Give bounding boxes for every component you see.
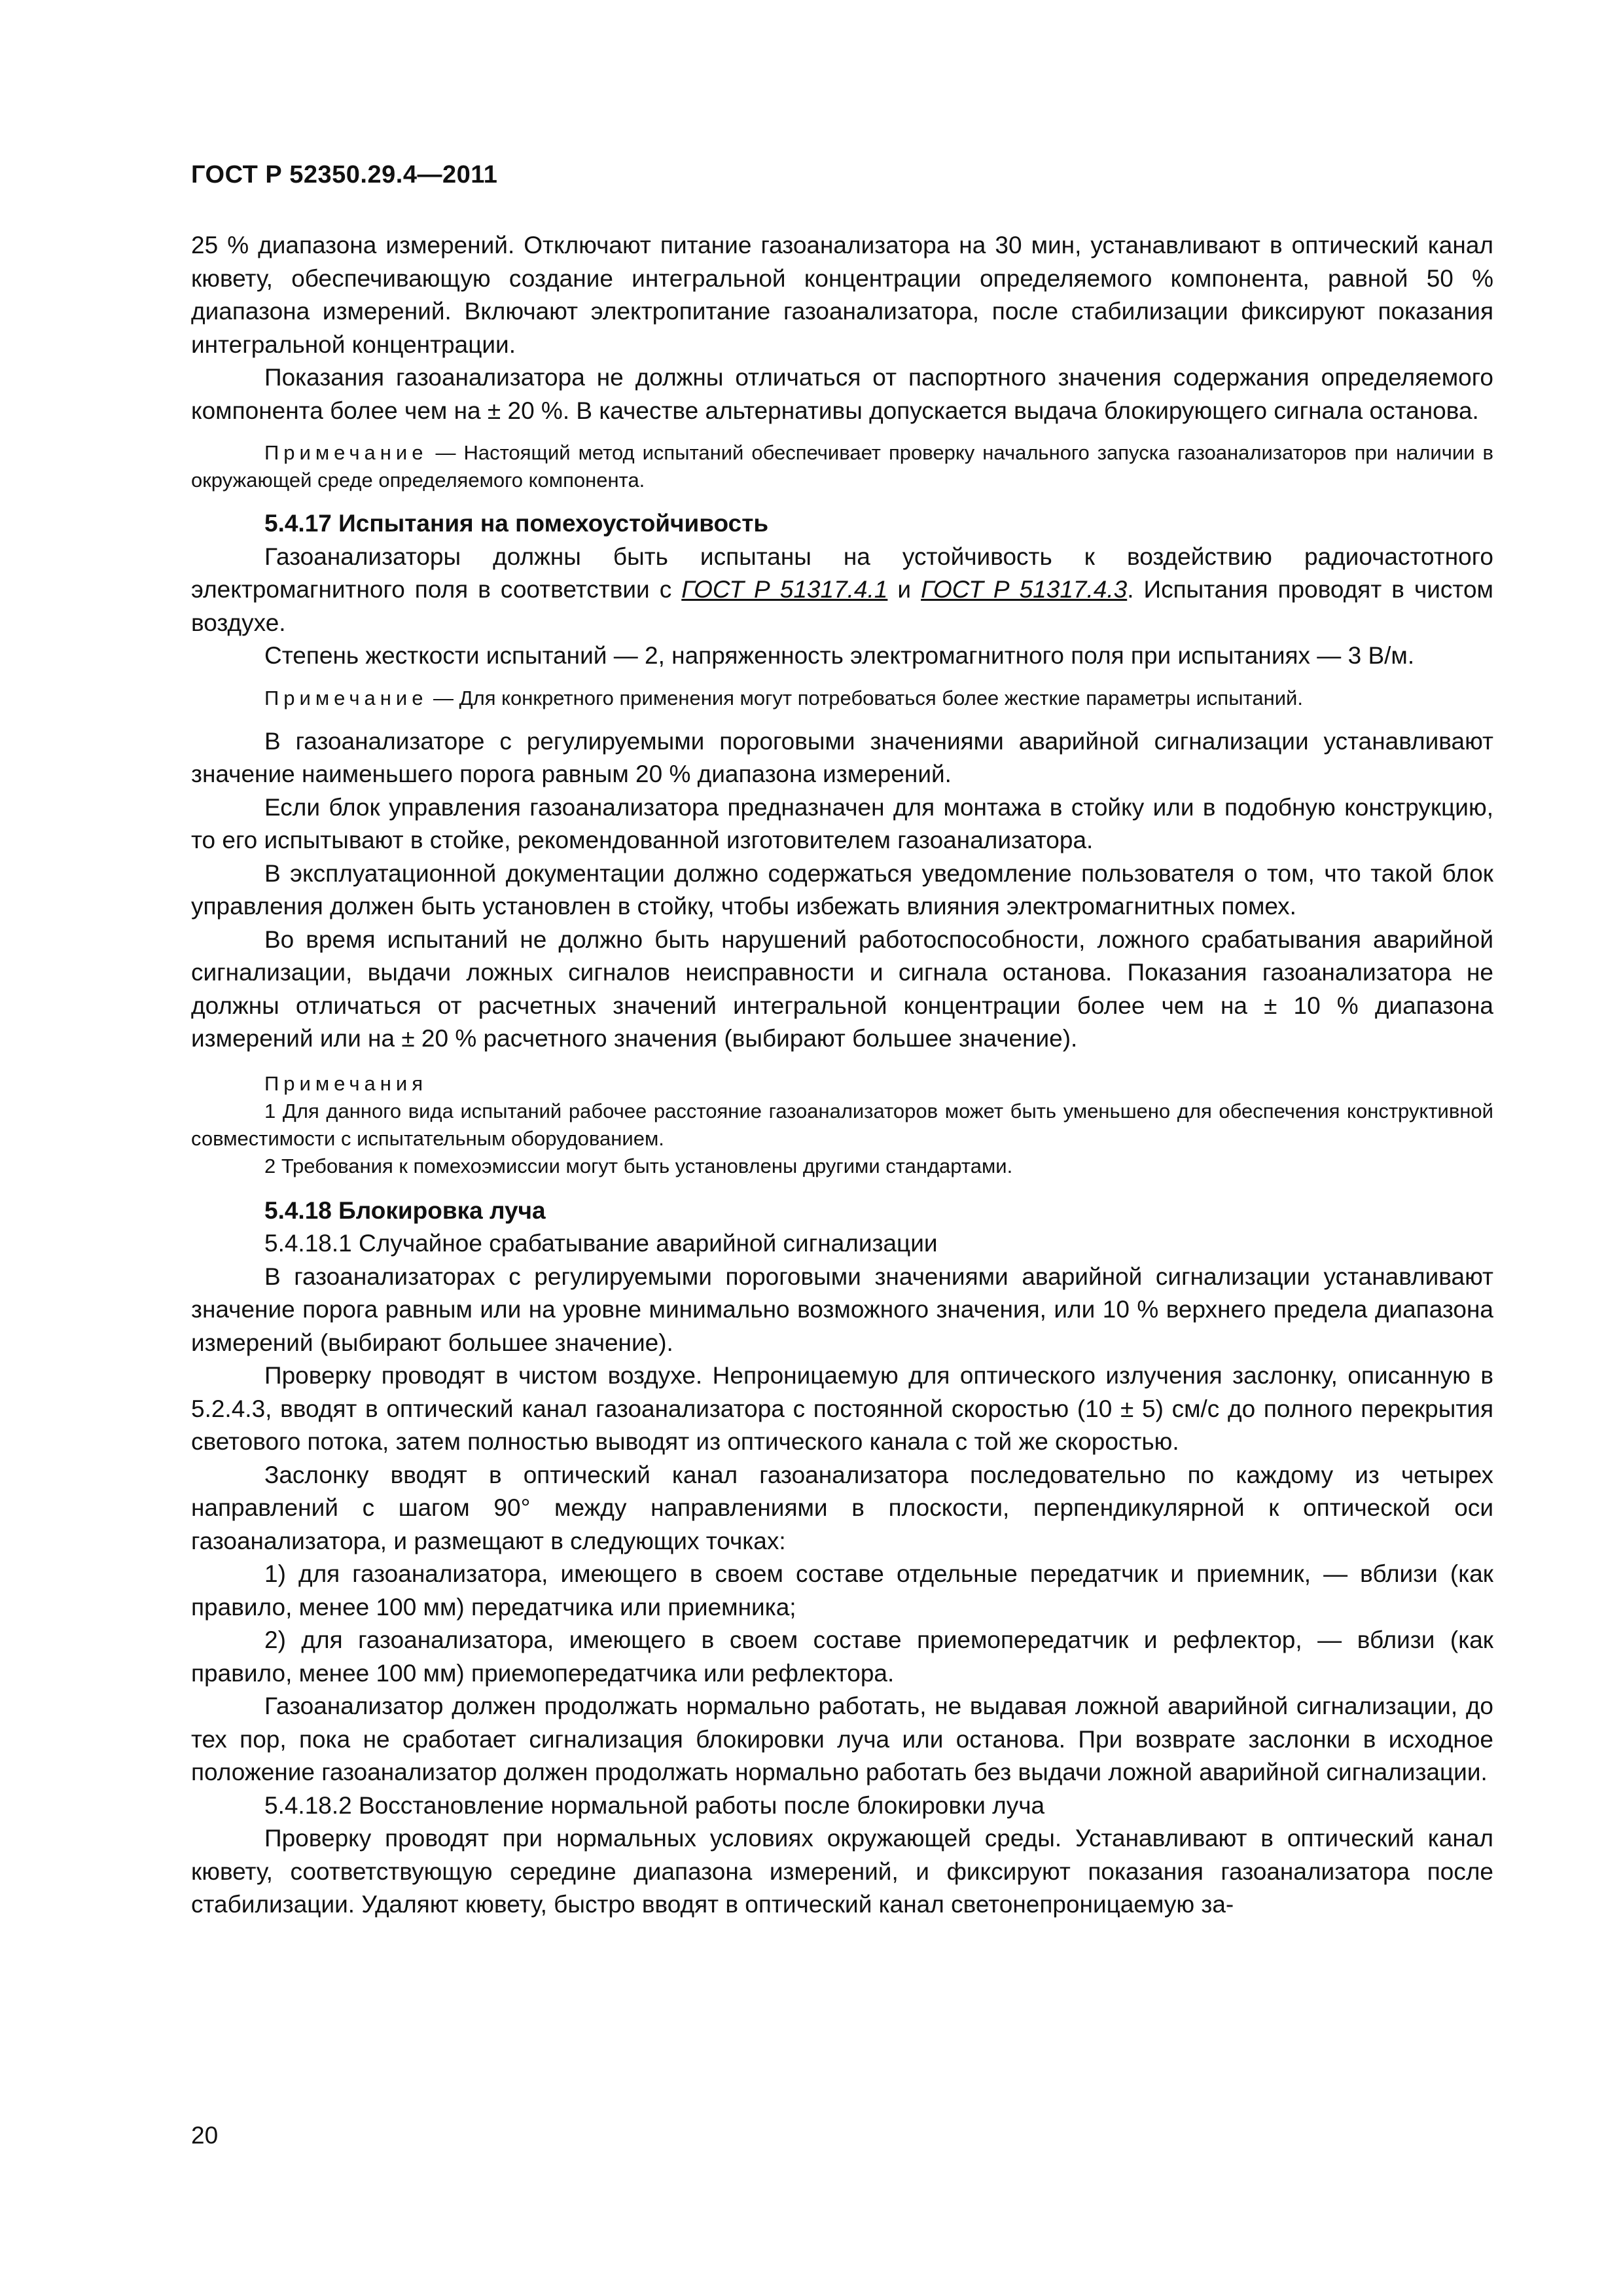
note <box>191 685 1493 712</box>
subsection-heading: 5.4.18.2 Восстановление нормальной работы после блокировки луча <box>264 1791 1045 1819</box>
page-number: 20 <box>191 2122 219 2149</box>
paragraph: Во время испытаний не должно быть нарушений работоспособности, ложного срабатывания аварийной сигнализации, выдачи ложных сигналов неисправности и сигнала останова. Показания газоанализатора не должны отличаться от расчетных значений интегральной концентрации более чем на ± 10 % диапазона измерений или на ± 20 % расчетного значения (выбирают большее значение). <box>191 925 1493 1052</box>
list-item: 1) для газоанализатора, имеющего в своем составе отдельные передатчик и приемник, — вблизи (как правило, менее 100 мм) передатчика или приемника; <box>191 1560 1493 1621</box>
paragraph <box>191 541 1493 640</box>
note-label: Примечание <box>264 686 428 709</box>
note-label: Примечание <box>264 441 428 464</box>
paragraph-text: . Испытания проводят в чистом воздухе. <box>191 576 1493 636</box>
standard-reference-link[interactable]: ГОСТ Р 51317.4.3 <box>921 576 1128 603</box>
document-header: ГОСТ Р 52350.29.4—2011 <box>191 161 498 188</box>
paragraph: Если блок управления газоанализатора предназначен для монтажа в стойку или в подобную конструкцию, то его испытывают в стойке, рекомендованной изготовителем газоанализатора. <box>191 793 1493 853</box>
paragraph: Проверку проводят при нормальных условиях окружающей среды. Устанавливают в оптический канал кювету, соответствующую середине диапазона измерений, и фиксируют показания газоанализатора после стабилизации. Удаляют кювету, быстро вводят в оптический канал светонепроницаемую за- <box>191 1825 1493 1918</box>
section-heading: 5.4.17 Испытания на помехоустойчивость <box>264 510 769 537</box>
section-heading: 5.4.18 Блокировка луча <box>264 1196 546 1224</box>
paragraph-text: Газоанализаторы должны быть испытаны на устойчивость к воздействию радиочастотного электромагнитного поля в соответствии с <box>191 543 1493 603</box>
paragraph: В газоанализаторах с регулируемыми пороговыми значениями аварийной сигнализации устанавливают значение порога равным или на уровне минимально возможного значения, или 10 % верхнего предела диапазона измерений (выбирают большее значение). <box>191 1263 1493 1356</box>
paragraph: Показания газоанализатора не должны отличаться от паспортного значения содержания определяемого компонента более чем на ± 20 %. В качестве альтернативы допускается выдача блокирующего сигнала останова. <box>191 364 1493 424</box>
paragraph: В газоанализаторе с регулируемыми пороговыми значениями аварийной сигнализации устанавливают значение наименьшего порога равным 20 % диапазона измерений. <box>191 727 1493 787</box>
note-item: 2 Требования к помехоэмиссии могут быть установлены другими стандартами. <box>264 1154 1013 1177</box>
paragraph-text: и <box>887 576 921 603</box>
paragraph: Газоанализатор должен продолжать нормально работать, не выдавая ложной аварийной сигнализации, до тех пор, пока не сработает сигнализация блокировки луча или останова. При возврате заслонки в исходное положение газоанализатор должен продолжать нормально работать без выдачи ложной аварийной сигнализации. <box>191 1693 1493 1785</box>
subsection-heading: 5.4.18.1 Случайное срабатывание аварийной сигнализации <box>264 1230 938 1257</box>
notes-label: Примечания <box>264 1071 427 1095</box>
note <box>191 439 1493 494</box>
note-text: — Настоящий метод испытаний обеспечивает проверку начального запуска газоанализаторов при наличии в окружающей среде определяемого компонента. <box>191 441 1493 492</box>
paragraph: Заслонку вводят в оптический канал газоанализатора последовательно по каждому из четырех направлений с шагом 90° между направлениями в плоскости, перпендикулярной к оптической оси газоанализатора, и размещают в следующих точках: <box>191 1461 1493 1554</box>
note-item: 1 Для данного вида испытаний рабочее расстояние газоанализаторов может быть уменьшено для обеспечения конструктивной совместимости с испытательным оборудованием. <box>191 1099 1493 1150</box>
notes-heading <box>191 1070 1493 1098</box>
paragraph: 25 % диапазона измерений. Отключают питание газоанализатора на 30 мин, устанавливают в оптический канал кювету, обеспечивающую создание интегральной концентрации определяемого компонента, равной 50 % диапазона измерений. Включают электропитание газоанализатора, после стабилизации фиксируют показания интегральной концентрации. <box>191 232 1493 358</box>
document-body <box>191 229 1493 1922</box>
list-item: 2) для газоанализатора, имеющего в своем составе приемопередатчик и рефлектор, — вблизи (как правило, менее 100 мм) приемопередатчика или рефлектора. <box>191 1626 1493 1687</box>
note-text: — Для конкретного применения могут потребоваться более жесткие параметры испытаний. <box>427 686 1303 709</box>
paragraph: Проверку проводят в чистом воздухе. Непроницаемую для оптического излучения заслонку, описанную в 5.2.4.3, вводят в оптический канал газоанализатора с постоянной скоростью (10 ± 5) см/с до полного перекрытия светового потока, затем полностью выводят из оптического канала с той же скоростью. <box>191 1362 1493 1455</box>
paragraph: Степень жесткости испытаний — 2, напряженность электромагнитного поля при испытаниях — 3 В/м. <box>264 642 1415 669</box>
standard-reference-link[interactable]: ГОСТ Р 51317.4.1 <box>681 576 888 603</box>
paragraph: В эксплуатационной документации должно содержаться уведомление пользователя о том, что такой блок управления должен быть установлен в стойку, чтобы избежать влияния электромагнитных помех. <box>191 859 1493 920</box>
